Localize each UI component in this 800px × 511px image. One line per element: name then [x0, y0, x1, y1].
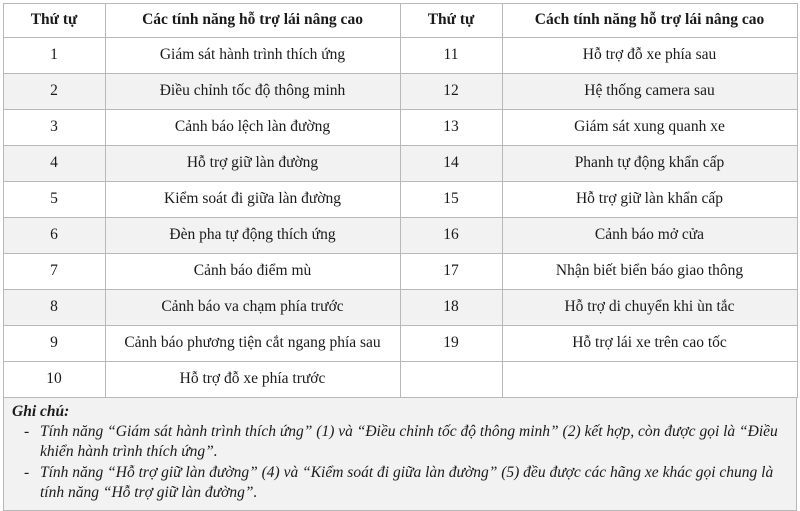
cell-order-right: 17	[400, 253, 502, 289]
cell-order-right	[400, 361, 502, 397]
table-row	[3, 217, 797, 253]
cell-order-right: 11	[400, 37, 502, 73]
cell-feature-right: Giám sát xung quanh xe	[502, 109, 797, 145]
table-row	[3, 145, 797, 181]
cell-order-right: 13	[400, 109, 502, 145]
cell-order-left: 9	[3, 325, 105, 361]
bullet-dash: -	[24, 463, 30, 481]
cell-order-left: 2	[3, 73, 105, 109]
column-header-order-left: Thứ tự	[3, 4, 105, 38]
bullet-dash: -	[24, 422, 30, 440]
cell-feature-left: Điều chỉnh tốc độ thông minh	[105, 73, 400, 109]
cell-feature-left: Giám sát hành trình thích ứng	[105, 37, 400, 73]
column-header-order-right: Thứ tự	[400, 4, 502, 38]
table-header-row	[3, 4, 797, 38]
cell-order-right: 14	[400, 145, 502, 181]
table-row	[3, 361, 797, 397]
table-row	[3, 73, 797, 109]
cell-feature-right: Nhận biết biển báo giao thông	[502, 253, 797, 289]
cell-order-right: 12	[400, 73, 502, 109]
cell-feature-left: Cảnh báo phương tiện cắt ngang phía sau	[105, 325, 400, 361]
cell-order-left: 5	[3, 181, 105, 217]
note-text: Tính năng “Giám sát hành trình thích ứng” (1) và “Điều chỉnh tốc độ thông minh” (2) kết hợp, còn được gọi là “Điều khiển hành trình thích ứng”.	[40, 422, 778, 461]
cell-order-left: 1	[3, 37, 105, 73]
cell-feature-right: Hỗ trợ di chuyển khi ùn tắc	[502, 289, 797, 325]
table-row	[3, 325, 797, 361]
table-header	[3, 4, 797, 38]
table-row	[3, 37, 797, 73]
cell-feature-left: Cảnh báo điểm mù	[105, 253, 400, 289]
table-row	[3, 181, 797, 217]
cell-order-left: 7	[3, 253, 105, 289]
table-row	[3, 109, 797, 145]
cell-order-left: 8	[3, 289, 105, 325]
notes-title: Ghi chú:	[12, 402, 70, 420]
cell-order-left: 4	[3, 145, 105, 181]
cell-order-left: 10	[3, 361, 105, 397]
document-page	[0, 3, 800, 500]
cell-feature-right	[502, 361, 797, 397]
table-row	[3, 253, 797, 289]
notes-section	[3, 398, 797, 511]
cell-feature-left: Kiểm soát đi giữa làn đường	[105, 181, 400, 217]
column-header-feature-left: Các tính năng hỗ trợ lái nâng cao	[105, 4, 400, 38]
list-item	[12, 422, 788, 463]
cell-order-left: 6	[3, 217, 105, 253]
table-body	[3, 37, 797, 397]
cell-feature-right: Hỗ trợ lái xe trên cao tốc	[502, 325, 797, 361]
notes-list	[12, 422, 788, 504]
cell-order-left: 3	[3, 109, 105, 145]
table-row	[3, 289, 797, 325]
note-text: Tính năng “Hỗ trợ giữ làn đường” (4) và “Kiểm soát đi giữa làn đường” (5) đều được các hãng xe khác gọi chung là tính năng “Hỗ trợ giữ làn đường”.	[40, 463, 774, 501]
cell-order-right: 16	[400, 217, 502, 253]
column-header-feature-right: Cách tính năng hỗ trợ lái nâng cao	[502, 4, 797, 38]
adas-features-table	[3, 3, 798, 398]
cell-feature-right: Hỗ trợ đỗ xe phía sau	[502, 37, 797, 73]
cell-feature-left: Hỗ trợ đỗ xe phía trước	[105, 361, 400, 397]
cell-order-right: 19	[400, 325, 502, 361]
cell-feature-left: Cảnh báo va chạm phía trước	[105, 289, 400, 325]
cell-feature-left: Cảnh báo lệch làn đường	[105, 109, 400, 145]
cell-order-right: 15	[400, 181, 502, 217]
cell-feature-right: Hỗ trợ giữ làn khẩn cấp	[502, 181, 797, 217]
cell-feature-left: Hỗ trợ giữ làn đường	[105, 145, 400, 181]
list-item	[12, 463, 788, 504]
cell-feature-right: Hệ thống camera sau	[502, 73, 797, 109]
cell-feature-right: Phanh tự động khẩn cấp	[502, 145, 797, 181]
cell-feature-right: Cảnh báo mở cửa	[502, 217, 797, 253]
cell-order-right: 18	[400, 289, 502, 325]
cell-feature-left: Đèn pha tự động thích ứng	[105, 217, 400, 253]
